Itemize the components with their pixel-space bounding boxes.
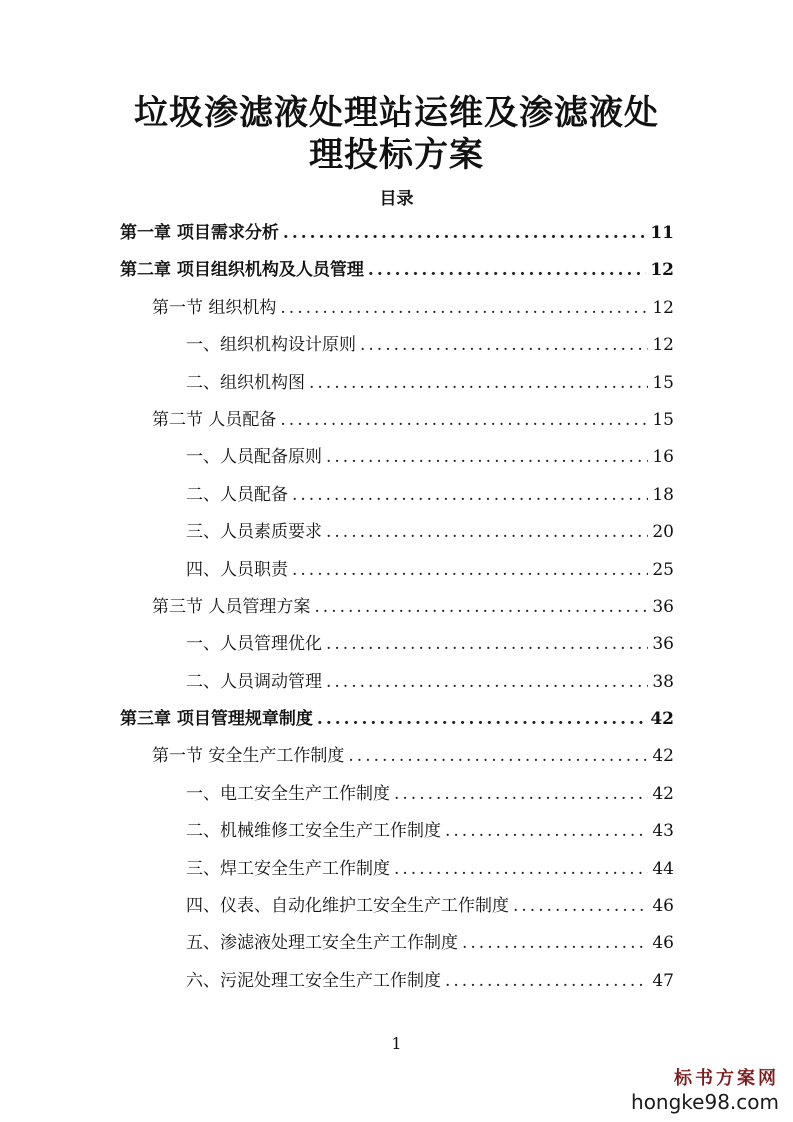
watermark-logo bbox=[631, 1068, 779, 1114]
toc-entry-page: 18 bbox=[652, 484, 674, 505]
toc-entry-label: 第二章 项目组织机构及人员管理 bbox=[120, 260, 364, 281]
toc-entry-label: 五、渗滤液处理工安全生产工作制度 bbox=[186, 933, 458, 954]
toc-entry-page: 12 bbox=[650, 260, 674, 281]
toc-dot-leader bbox=[368, 252, 646, 289]
toc-dot-leader bbox=[292, 477, 648, 514]
toc-entry-label: 三、焊工安全生产工作制度 bbox=[186, 858, 390, 879]
toc-entry-page: 36 bbox=[652, 596, 674, 617]
toc-dot-leader bbox=[513, 888, 648, 925]
toc-entry-page: 15 bbox=[652, 409, 674, 430]
toc-entry-label: 第一节 安全生产工作制度 bbox=[152, 746, 345, 767]
toc-entry-page: 46 bbox=[652, 896, 674, 917]
toc-entry[interactable] bbox=[120, 664, 674, 701]
toc-entry[interactable] bbox=[120, 439, 674, 476]
toc-entry[interactable] bbox=[120, 776, 674, 813]
toc-dot-leader bbox=[462, 925, 648, 962]
toc-dot-leader bbox=[360, 327, 648, 364]
toc-entry-page: 42 bbox=[652, 746, 674, 767]
toc-entry-page: 38 bbox=[652, 671, 674, 692]
toc-dot-leader bbox=[326, 514, 648, 551]
toc-dot-leader bbox=[314, 589, 648, 626]
toc-entry-page: 16 bbox=[652, 447, 674, 468]
toc-entry-page: 42 bbox=[652, 783, 674, 804]
toc-entry[interactable] bbox=[120, 327, 674, 364]
toc-dot-leader bbox=[283, 215, 646, 252]
toc-entry-page: 42 bbox=[650, 709, 674, 730]
toc-dot-leader bbox=[394, 851, 648, 888]
toc-entry[interactable] bbox=[120, 552, 674, 589]
toc-entry-label: 四、仪表、自动化维护工安全生产工作制度 bbox=[186, 896, 509, 917]
watermark-site-name: 标书方案网 bbox=[674, 1068, 779, 1089]
toc-entry[interactable] bbox=[120, 701, 674, 738]
toc-entry-page: 43 bbox=[652, 821, 674, 842]
toc-dot-leader bbox=[309, 365, 648, 402]
toc-entry-label: 二、人员配备 bbox=[186, 484, 288, 505]
toc-entry[interactable] bbox=[120, 215, 674, 252]
toc-entry-label: 二、机械维修工安全生产工作制度 bbox=[186, 821, 441, 842]
toc-entry-label: 一、人员配备原则 bbox=[186, 447, 322, 468]
toc-entry-page: 12 bbox=[652, 297, 674, 318]
toc-dot-leader bbox=[317, 701, 646, 738]
toc-entry-label: 第一章 项目需求分析 bbox=[120, 223, 279, 243]
toc-dot-leader bbox=[292, 552, 648, 589]
toc-dot-leader bbox=[445, 963, 648, 1000]
toc-entry-page: 12 bbox=[652, 335, 674, 356]
toc-entry[interactable] bbox=[120, 813, 674, 850]
toc-entry[interactable] bbox=[120, 514, 674, 551]
toc-entry-label: 二、组织机构图 bbox=[186, 372, 305, 393]
toc-entry-label: 二、人员调动管理 bbox=[186, 671, 322, 692]
toc-entry-page: 11 bbox=[650, 223, 674, 243]
toc-entry[interactable] bbox=[120, 925, 674, 962]
toc-entry[interactable] bbox=[120, 477, 674, 514]
toc-dot-leader bbox=[394, 776, 648, 813]
toc-entry-label: 第三章 项目管理规章制度 bbox=[120, 709, 313, 730]
table-of-contents bbox=[120, 215, 674, 1000]
toc-entry[interactable] bbox=[120, 589, 674, 626]
toc-entry-page: 47 bbox=[652, 970, 674, 991]
toc-dot-leader bbox=[326, 626, 648, 663]
document-title-line-2: 理投标方案 bbox=[309, 135, 484, 175]
toc-dot-leader bbox=[280, 402, 648, 439]
toc-entry-label: 四、人员职责 bbox=[186, 559, 288, 580]
toc-entry-page: 46 bbox=[652, 933, 674, 954]
toc-entry-page: 15 bbox=[652, 372, 674, 393]
toc-entry-label: 第一节 组织机构 bbox=[152, 297, 277, 318]
toc-entry-page: 44 bbox=[652, 858, 674, 879]
toc-entry-label: 第三节 人员管理方案 bbox=[152, 596, 311, 617]
toc-entry-page: 36 bbox=[652, 634, 674, 655]
toc-entry[interactable] bbox=[120, 290, 674, 327]
watermark-url: hongke98.com bbox=[631, 1090, 779, 1114]
document-title bbox=[0, 92, 793, 176]
toc-dot-leader bbox=[280, 290, 648, 327]
toc-entry-label: 一、人员管理优化 bbox=[186, 634, 322, 655]
toc-entry[interactable] bbox=[120, 888, 674, 925]
toc-entry-label: 三、人员素质要求 bbox=[186, 522, 322, 543]
toc-dot-leader bbox=[348, 738, 648, 775]
toc-entry[interactable] bbox=[120, 626, 674, 663]
document-title-line-1: 垃圾渗滤液处理站运维及渗滤液处 bbox=[134, 93, 659, 133]
toc-entry-label: 第二节 人员配备 bbox=[152, 409, 277, 430]
toc-entry[interactable] bbox=[120, 851, 674, 888]
toc-entry-page: 25 bbox=[652, 559, 674, 580]
page-number: 1 bbox=[391, 1034, 402, 1053]
toc-dot-leader bbox=[326, 439, 648, 476]
toc-entry-label: 一、组织机构设计原则 bbox=[186, 335, 356, 356]
toc-entry-label: 六、污泥处理工安全生产工作制度 bbox=[186, 970, 441, 991]
toc-entry[interactable] bbox=[120, 252, 674, 289]
toc-entry[interactable] bbox=[120, 402, 674, 439]
toc-entry-label: 一、电工安全生产工作制度 bbox=[186, 783, 390, 804]
toc-dot-leader bbox=[445, 813, 648, 850]
toc-entry[interactable] bbox=[120, 738, 674, 775]
toc-heading: 目录 bbox=[379, 189, 414, 209]
toc-entry[interactable] bbox=[120, 963, 674, 1000]
toc-dot-leader bbox=[326, 664, 648, 701]
toc-entry[interactable] bbox=[120, 365, 674, 402]
toc-entry-page: 20 bbox=[652, 522, 674, 543]
